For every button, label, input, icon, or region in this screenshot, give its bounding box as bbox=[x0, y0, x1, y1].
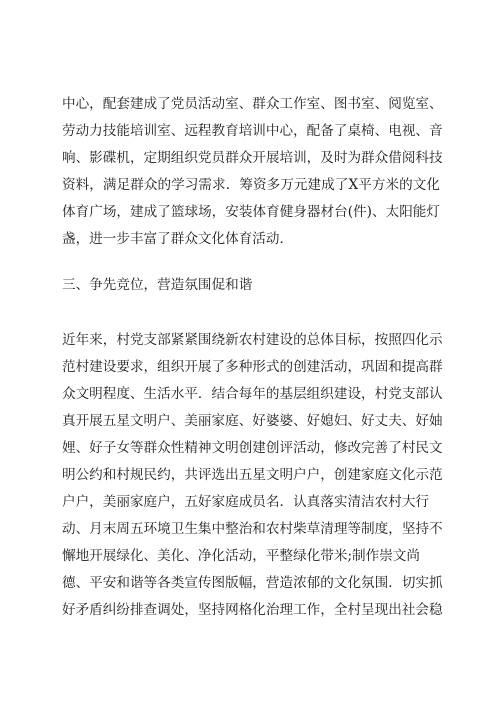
paragraph-line: 动、月末周五环境卫生集中整治和农村柴草清理等制度，坚持不 bbox=[62, 521, 443, 537]
body-paragraph-civilization bbox=[62, 327, 443, 624]
paragraph-line: 众文明程度、生活水平．结合每年的基层组织建设，村党支部认 bbox=[62, 386, 443, 402]
paragraph-line: 资料，满足群众的学习需求．筹资多万元建成了X平方米的文化 bbox=[62, 177, 440, 193]
section-heading: 三、争先竞位，营造氛围促和谐 bbox=[62, 277, 253, 293]
paragraph-line: 响、影碟机，定期组织党员群众开展培训，及时为群众借阅科技 bbox=[62, 150, 443, 166]
paragraph-line: 中心，配套建成了党员活动室、群众工作室、图书室、阅览室、 bbox=[62, 96, 443, 112]
paragraph-line: 户户，美丽家庭户，五好家庭成员名．认真落实清洁农村大行 bbox=[62, 494, 430, 510]
paragraph-line: 真开展五星文明户、美丽家庭、好婆婆、好媳妇、好丈夫、好妯 bbox=[62, 413, 443, 429]
paragraph-line: 明公约和村规民约，共评选出五星文明户户，创建家庭文化示范 bbox=[62, 467, 443, 483]
paragraph-line: 盏，进一步丰富了群众文化体育活动． bbox=[62, 231, 294, 247]
paragraph-line: 近年来，村党支部紧紧围绕新农村建设的总体目标，按照四化示 bbox=[62, 332, 443, 348]
paragraph-line: 娌、好子女等群众性精神文明创建创评活动，修改完善了村民文 bbox=[62, 440, 443, 456]
paragraph-line: 懈地开展绿化、美化、净化活动，平整绿化带米;制作崇文尚 bbox=[62, 548, 421, 564]
paragraph-line: 好矛盾纠纷排查调处，坚持网格化治理工作，全村呈现出社会稳 bbox=[62, 602, 443, 618]
paragraph-line: 劳动力技能培训室、远程教育培训中心，配备了桌椅、电视、音 bbox=[62, 123, 443, 139]
paragraph-line: 范村建设要求，组织开展了多种形式的创建活动，巩固和提高群 bbox=[62, 359, 443, 375]
paragraph-line: 体育广场，建成了篮球场，安装体育健身器材台(件)、太阳能灯 bbox=[62, 204, 440, 220]
paragraph-line: 德、平安和谐等各类宣传图版幅，营造浓郁的文化氛围．切实抓 bbox=[62, 575, 443, 591]
body-paragraph-facilities bbox=[62, 91, 443, 253]
